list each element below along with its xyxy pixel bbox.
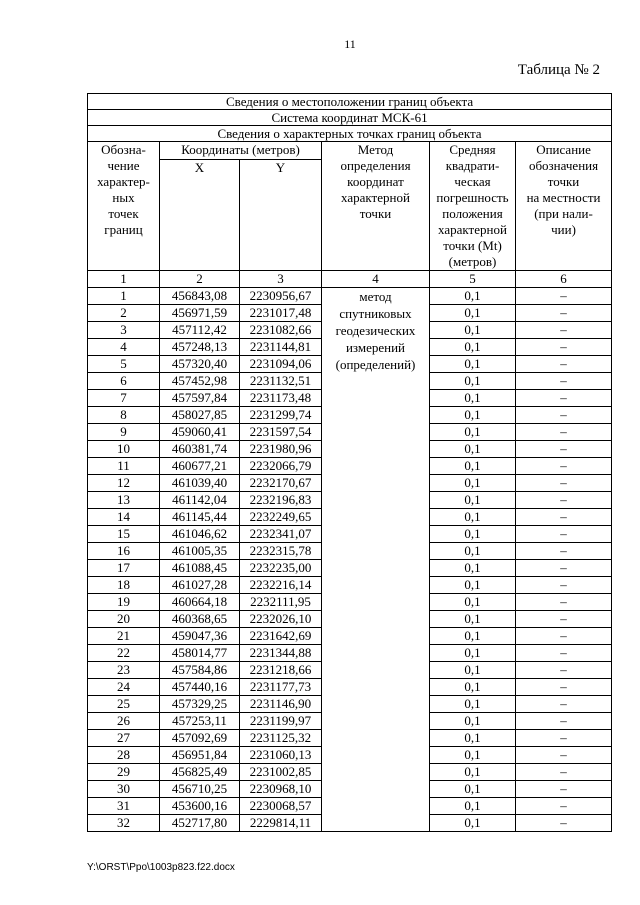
coordinate-x: 452717,80 <box>160 815 240 832</box>
coordinate-y: 2230956,67 <box>240 288 322 305</box>
point-number: 13 <box>88 492 160 509</box>
coordinate-x: 457320,40 <box>160 356 240 373</box>
point-number: 23 <box>88 662 160 679</box>
col-header-method: Метод определения координат характерной точки <box>322 142 430 271</box>
coordinate-y: 2231144,81 <box>240 339 322 356</box>
point-number: 24 <box>88 679 160 696</box>
point-number: 26 <box>88 713 160 730</box>
accuracy-value: 0,1 <box>430 679 516 696</box>
point-number: 27 <box>88 730 160 747</box>
coordinate-y: 2232249,65 <box>240 509 322 526</box>
accuracy-value: 0,1 <box>430 798 516 815</box>
col-header-description: Описание обозначения точки на местности (при нали- чии) <box>516 142 612 271</box>
coordinate-x: 457112,42 <box>160 322 240 339</box>
column-number: 3 <box>240 271 322 288</box>
coordinate-y: 2231060,13 <box>240 747 322 764</box>
coordinates-table <box>87 93 612 832</box>
coordinate-y: 2231146,90 <box>240 696 322 713</box>
coordinate-y: 2231980,96 <box>240 441 322 458</box>
coordinate-x: 461027,28 <box>160 577 240 594</box>
coordinate-y: 2231125,32 <box>240 730 322 747</box>
coordinate-x: 460677,21 <box>160 458 240 475</box>
coordinate-y: 2231597,54 <box>240 424 322 441</box>
accuracy-value: 0,1 <box>430 509 516 526</box>
coordinate-y: 2231177,73 <box>240 679 322 696</box>
coordinate-x: 457440,16 <box>160 679 240 696</box>
point-number: 11 <box>88 458 160 475</box>
accuracy-value: 0,1 <box>430 560 516 577</box>
point-number: 29 <box>88 764 160 781</box>
coordinate-y: 2230068,57 <box>240 798 322 815</box>
point-number: 9 <box>88 424 160 441</box>
point-number: 17 <box>88 560 160 577</box>
point-number: 19 <box>88 594 160 611</box>
header-line-2: Система координат МСК-61 <box>88 110 612 126</box>
coordinate-x: 457584,86 <box>160 662 240 679</box>
point-number: 21 <box>88 628 160 645</box>
point-number: 20 <box>88 611 160 628</box>
point-description: – <box>516 764 612 781</box>
coordinate-y: 2231218,66 <box>240 662 322 679</box>
point-description: – <box>516 730 612 747</box>
point-description: – <box>516 577 612 594</box>
accuracy-value: 0,1 <box>430 424 516 441</box>
table-row <box>88 288 612 305</box>
accuracy-value: 0,1 <box>430 628 516 645</box>
coordinate-y: 2231002,85 <box>240 764 322 781</box>
point-description: – <box>516 509 612 526</box>
point-number: 3 <box>88 322 160 339</box>
coordinate-y: 2232111,95 <box>240 594 322 611</box>
point-description: – <box>516 747 612 764</box>
coordinate-x: 456825,49 <box>160 764 240 781</box>
point-number: 1 <box>88 288 160 305</box>
column-number-row <box>88 271 612 288</box>
accuracy-value: 0,1 <box>430 492 516 509</box>
point-number: 28 <box>88 747 160 764</box>
accuracy-value: 0,1 <box>430 764 516 781</box>
point-description: – <box>516 543 612 560</box>
point-description: – <box>516 526 612 543</box>
header-line-3: Сведения о характерных точках границ объекта <box>88 126 612 142</box>
coordinate-x: 457248,13 <box>160 339 240 356</box>
point-description: – <box>516 781 612 798</box>
point-description: – <box>516 645 612 662</box>
accuracy-value: 0,1 <box>430 322 516 339</box>
coordinate-y: 2231132,51 <box>240 373 322 390</box>
accuracy-value: 0,1 <box>430 390 516 407</box>
accuracy-value: 0,1 <box>430 696 516 713</box>
accuracy-value: 0,1 <box>430 815 516 832</box>
coordinate-x: 460381,74 <box>160 441 240 458</box>
coordinate-x: 461088,45 <box>160 560 240 577</box>
point-number: 8 <box>88 407 160 424</box>
coordinate-y: 2232196,83 <box>240 492 322 509</box>
coordinate-y: 2231082,66 <box>240 322 322 339</box>
accuracy-value: 0,1 <box>430 611 516 628</box>
point-number: 25 <box>88 696 160 713</box>
coordinate-x: 457597,84 <box>160 390 240 407</box>
coordinate-y: 2229814,11 <box>240 815 322 832</box>
point-description: – <box>516 679 612 696</box>
coordinate-x: 461142,04 <box>160 492 240 509</box>
coordinate-x: 456971,59 <box>160 305 240 322</box>
table-caption: Таблица № 2 <box>517 62 600 78</box>
accuracy-value: 0,1 <box>430 526 516 543</box>
accuracy-value: 0,1 <box>430 356 516 373</box>
coordinate-y: 2231199,97 <box>240 713 322 730</box>
accuracy-value: 0,1 <box>430 475 516 492</box>
column-number: 6 <box>516 271 612 288</box>
coordinate-x: 457452,98 <box>160 373 240 390</box>
col-header-error: Средняя квадрати- ческая погрешность положения характерной точки (Mt) (метров) <box>430 142 516 271</box>
point-number: 5 <box>88 356 160 373</box>
coordinate-x: 459047,36 <box>160 628 240 645</box>
coordinate-y: 2231017,48 <box>240 305 322 322</box>
point-description: – <box>516 475 612 492</box>
point-number: 14 <box>88 509 160 526</box>
coordinate-x: 458014,77 <box>160 645 240 662</box>
point-description: – <box>516 611 612 628</box>
point-description: – <box>516 424 612 441</box>
page-number: 11 <box>344 37 356 51</box>
coordinate-y: 2231642,69 <box>240 628 322 645</box>
accuracy-value: 0,1 <box>430 747 516 764</box>
accuracy-value: 0,1 <box>430 730 516 747</box>
point-description: – <box>516 662 612 679</box>
accuracy-value: 0,1 <box>430 288 516 305</box>
coordinate-x: 461145,44 <box>160 509 240 526</box>
coordinate-y: 2232341,07 <box>240 526 322 543</box>
point-description: – <box>516 696 612 713</box>
point-description: – <box>516 458 612 475</box>
coordinate-y: 2232170,67 <box>240 475 322 492</box>
point-description: – <box>516 288 612 305</box>
point-description: – <box>516 628 612 645</box>
accuracy-value: 0,1 <box>430 305 516 322</box>
point-number: 32 <box>88 815 160 832</box>
col-header-y: Y <box>240 160 322 271</box>
coordinate-x: 457253,11 <box>160 713 240 730</box>
accuracy-value: 0,1 <box>430 373 516 390</box>
point-number: 7 <box>88 390 160 407</box>
coordinate-y: 2232315,78 <box>240 543 322 560</box>
point-number: 2 <box>88 305 160 322</box>
coordinate-x: 457092,69 <box>160 730 240 747</box>
point-number: 10 <box>88 441 160 458</box>
coordinate-y: 2231299,74 <box>240 407 322 424</box>
accuracy-value: 0,1 <box>430 662 516 679</box>
coordinate-x: 453600,16 <box>160 798 240 815</box>
accuracy-value: 0,1 <box>430 594 516 611</box>
column-number: 1 <box>88 271 160 288</box>
point-number: 6 <box>88 373 160 390</box>
point-description: – <box>516 594 612 611</box>
col-header-point-designation: Обозна- чение характер- ных точек границ <box>88 142 160 271</box>
point-description: – <box>516 356 612 373</box>
point-description: – <box>516 815 612 832</box>
point-description: – <box>516 560 612 577</box>
coordinate-y: 2231173,48 <box>240 390 322 407</box>
header-line-1: Сведения о местоположении границ объекта <box>88 94 612 110</box>
point-number: 15 <box>88 526 160 543</box>
point-description: – <box>516 713 612 730</box>
point-description: – <box>516 339 612 356</box>
accuracy-value: 0,1 <box>430 543 516 560</box>
point-description: – <box>516 492 612 509</box>
coordinate-y: 2232216,14 <box>240 577 322 594</box>
accuracy-value: 0,1 <box>430 339 516 356</box>
point-description: – <box>516 798 612 815</box>
point-description: – <box>516 305 612 322</box>
accuracy-value: 0,1 <box>430 713 516 730</box>
point-description: – <box>516 322 612 339</box>
col-header-coordinates: Координаты (метров) <box>160 142 322 160</box>
method-cell: метод спутниковых геодезических измерений (определений) <box>322 288 430 832</box>
coordinate-x: 456843,08 <box>160 288 240 305</box>
point-number: 16 <box>88 543 160 560</box>
coordinate-y: 2232026,10 <box>240 611 322 628</box>
coordinate-y: 2231094,06 <box>240 356 322 373</box>
coordinate-x: 456710,25 <box>160 781 240 798</box>
column-number: 5 <box>430 271 516 288</box>
coordinate-x: 459060,41 <box>160 424 240 441</box>
coordinate-x: 460368,65 <box>160 611 240 628</box>
point-description: – <box>516 407 612 424</box>
accuracy-value: 0,1 <box>430 645 516 662</box>
column-number: 4 <box>322 271 430 288</box>
coordinate-y: 2232066,79 <box>240 458 322 475</box>
accuracy-value: 0,1 <box>430 441 516 458</box>
point-description: – <box>516 390 612 407</box>
coordinate-x: 461046,62 <box>160 526 240 543</box>
accuracy-value: 0,1 <box>430 577 516 594</box>
file-path-footer: Y:\ORST\Ppo\1003p823.f22.docx <box>87 862 235 873</box>
coordinate-y: 2232235,00 <box>240 560 322 577</box>
accuracy-value: 0,1 <box>430 407 516 424</box>
coordinate-x: 458027,85 <box>160 407 240 424</box>
point-number: 12 <box>88 475 160 492</box>
col-header-x: X <box>160 160 240 271</box>
coordinate-x: 457329,25 <box>160 696 240 713</box>
point-number: 30 <box>88 781 160 798</box>
point-number: 22 <box>88 645 160 662</box>
point-description: – <box>516 441 612 458</box>
point-number: 4 <box>88 339 160 356</box>
accuracy-value: 0,1 <box>430 781 516 798</box>
coordinate-x: 456951,84 <box>160 747 240 764</box>
column-number: 2 <box>160 271 240 288</box>
coordinate-y: 2231344,88 <box>240 645 322 662</box>
coordinate-x: 461005,35 <box>160 543 240 560</box>
point-number: 18 <box>88 577 160 594</box>
point-description: – <box>516 373 612 390</box>
accuracy-value: 0,1 <box>430 458 516 475</box>
coordinate-y: 2230968,10 <box>240 781 322 798</box>
coordinate-x: 460664,18 <box>160 594 240 611</box>
point-number: 31 <box>88 798 160 815</box>
coordinate-x: 461039,40 <box>160 475 240 492</box>
